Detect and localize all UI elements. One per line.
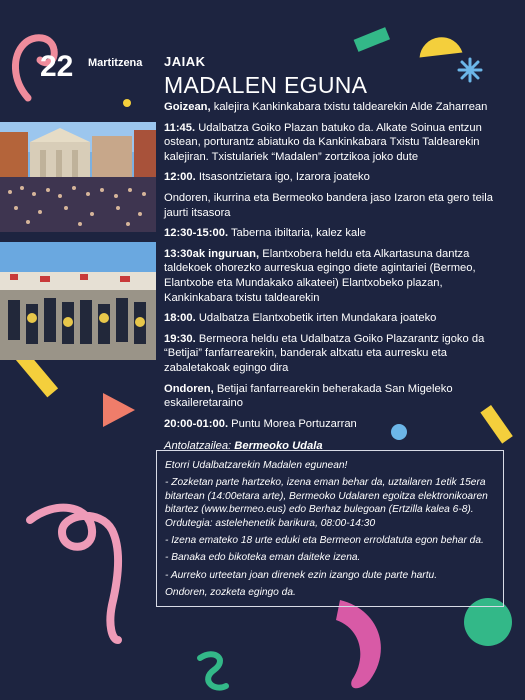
organizer-label: Antolatzailea: [164,440,232,453]
pink-loops-shape [30,508,118,640]
weekday-label: Martitzena [88,57,143,69]
schedule-item [164,311,504,326]
schedule-text: Itsasontzietara igo, Izarora joateko [195,171,370,184]
schedule-item [164,247,504,305]
section-label: JAIAK [164,54,206,69]
photo-town-square [0,122,156,232]
schedule-item [164,121,504,165]
page-title: MADALEN EGUNA [164,72,368,98]
schedule-item [164,100,504,115]
schedule-time: 13:30ak inguruan, [164,247,260,260]
schedule-text: Puntu Morea Portuzarran [228,417,357,430]
yellow-halfmoon-shape [415,31,462,67]
info-line: - Izena emateko 18 urte eduki eta Bermeon erroldatuta egon behar da. [165,535,484,547]
schedule-text: Taberna ibiltaria, kalez kale [228,227,366,240]
schedule-text: Udalbatza Goiko Plazan batuko da. Alkate Soinua entzun ostean, porturantz abiatuko da Kankinkabara Txistu Taldearekin kalejiran. Txistulariek “Madalen” zortzikoa joko dute [164,121,482,163]
schedule-text: Elantxobera heldu eta Alkartasuna dantza taldekoek ohorezko aurreskua egingo diete agintariei (Bermeo, Elantxobe eta Mundakako alkateei) Elantxobeko plazan, Kankinkabara txistu taldearekin [164,247,476,304]
schedule-item [164,191,504,220]
info-line: Ondoren, zozketa egingo da. [165,587,296,599]
schedule-text: Betijai fanfarrearekin beherakada San Migeleko eskaileretaraino [164,382,453,410]
green-squiggle-shape [200,654,226,687]
schedule-time: 18:00. [164,312,196,325]
schedule-time: 12:30-15:00. [164,227,229,240]
info-line: - Zozketan parte hartzeko, izena eman behar da, uztailaren 1etik 15era bitartean (14:00etara arte), Bermeoko Udalaren egoitza elektronikoaren bitartez (www.bermeo.eus) edo Berhaz bulegoan (Ertzilla kalea 6-8). Ordutegia: astelehenetik barikura, 08:00-14:30 [165,477,488,529]
schedule-text: Bermeora heldu eta Udalbatza Goiko Plazarantz igoko da “Betijai” fanfarrearekin, banderak altxatu eta aurresku eta zabaletakoak egingo dira [164,332,485,374]
info-line: - Banaka edo bikoteka eman daiteke izena. [165,552,361,564]
organizer-name: Bermeoko Udala [234,440,323,453]
blue-star-shape [459,59,481,81]
schedule-text: Ondoren, ikurrina eta Bermeoko bandera jaso Izaron eta gero teila jaurti itsasora [164,191,493,219]
schedule-time: 11:45. [164,121,196,134]
info-line: Etorri Udalbatzarekin Madalen egunean! [165,460,348,471]
schedule-item [164,226,504,241]
schedule-time: Goizean, [164,101,211,113]
schedule-item [164,417,504,432]
yellow-dot-shape [123,99,131,107]
photo-brass-band [0,242,156,360]
schedule-time: 12:00. [164,171,196,184]
schedule-time: Ondoren, [164,382,214,395]
schedule-item [164,332,504,376]
schedule-item [164,382,504,411]
schedule-list [164,100,504,460]
schedule-item [164,170,504,185]
info-box [156,450,504,607]
schedule-text: kalejira Kankinkabara txistu taldearekin Alde Zaharrean [210,101,488,113]
info-line: - Aurreko urteetan joan direnek ezin izango dute parte hartu. [165,569,438,581]
schedule-time: 20:00-01:00. [164,417,229,430]
day-number: 22 [40,50,74,83]
green-bar-shape [354,27,390,52]
schedule-text: Udalbatza Elantxobetik irten Mundakara joateko [195,312,437,325]
schedule-time: 19:30. [164,332,196,345]
magenta-crescent-shape [336,600,381,688]
coral-triangle-shape [103,393,135,427]
